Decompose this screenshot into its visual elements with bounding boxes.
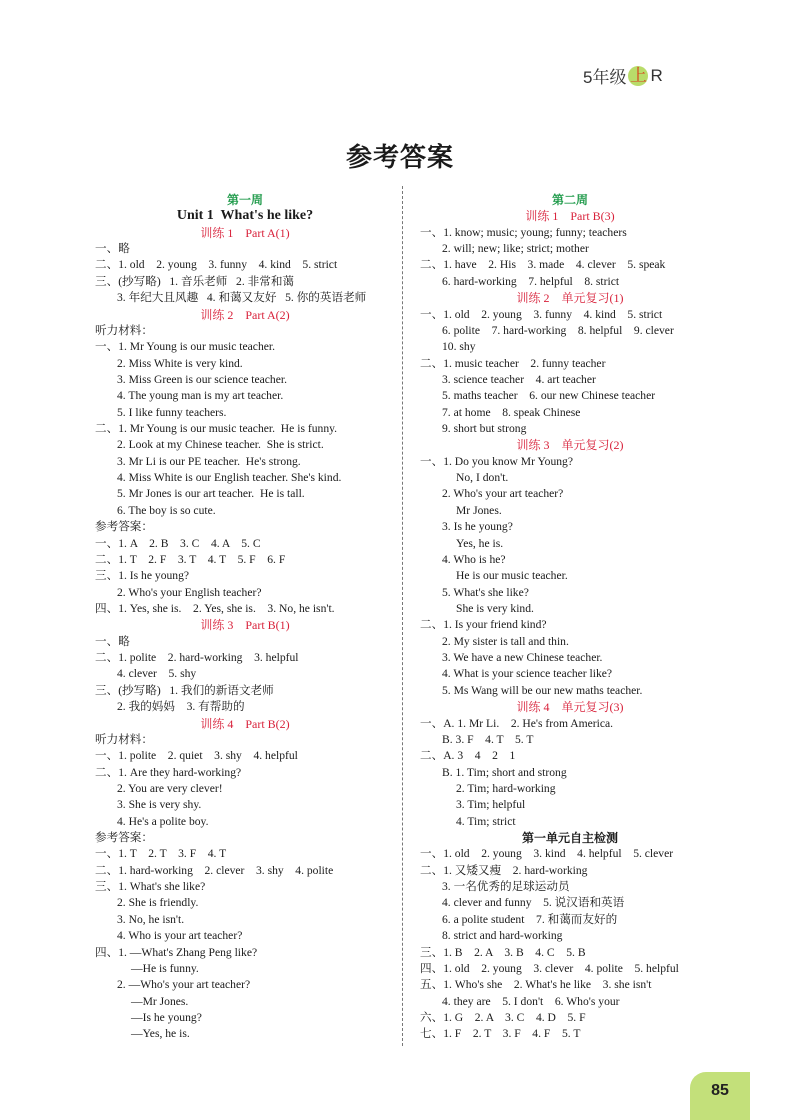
answer-line: 一、1. T 2. T 3. F 4. T [95,847,227,861]
answer-line: 2. She is friendly. [117,896,199,910]
answer-line: 6. polite 7. hard-working 8. helpful 9. clever [442,323,674,337]
answer-line: 3. No, he isn't. [117,912,185,926]
answer-line: 2. Who's your art teacher? [442,487,564,501]
answer-line: 5. What's she like? [442,585,529,599]
section-heading: 训练 3 单元复习(2) [516,438,624,453]
answer-line: 2. Tim; hard-working [456,781,556,795]
section-heading: 训练 4 Part B(2) [200,716,290,731]
answer-line: 4. Who is your art teacher? [117,929,243,943]
answer-line: 听力材料： [95,323,153,337]
answer-line: 3. science teacher 4. art teacher [442,372,596,386]
grade-prefix: 5年级 [583,68,627,87]
answer-line: 参考答案： [95,831,153,845]
answer-line: 2. You are very clever! [117,781,223,795]
column-divider [402,186,403,1046]
answer-line: No, I don't. [456,471,509,485]
answer-line: 3. Mr Li is our PE teacher. He's strong. [117,454,301,468]
answer-line: 七、1. F 2. T 3. F 4. F 5. T [420,1027,581,1041]
section-heading: 训练 2 单元复习(1) [516,291,624,306]
answer-line: 一、1. polite 2. quiet 3. shy 4. helpful [95,749,298,763]
answer-line: 五、1. Who's she 2. What's he like 3. she isn't [420,978,652,992]
answer-line: 2. Miss White is very kind. [117,356,243,370]
answer-line: 参考答案： [95,520,153,534]
answer-line: 6. hard-working 7. helpful 8. strict [442,274,620,288]
answer-line: 2. will; new; like; strict; mother [442,242,589,256]
answer-line: 4. Miss White is our English teacher. She's kind. [117,471,342,485]
answer-line: 一、1. know; music; young; funny; teachers [420,225,627,239]
answer-line: 三、1. What's she like? [95,880,206,894]
answer-line: 4. He's a polite boy. [117,814,209,828]
answer-line: 一、略 [95,634,130,648]
answer-line: 3. 一名优秀的足球运动员 [442,880,570,894]
answer-line: 4. Who is he? [442,552,506,566]
answer-line: 2. —Who's your art teacher? [117,978,251,992]
answer-line: 4. Tim; strict [456,814,516,828]
answer-line: 二、1. T 2. F 3. T 4. T 5. F 6. F [95,552,286,566]
answer-line: 3. She is very shy. [117,798,202,812]
answer-line: 一、1. A 2. B 3. C 4. A 5. C [95,536,261,550]
answer-line: 六、1. G 2. A 3. C 4. D 5. F [420,1010,586,1024]
week-heading: 第一周 [226,193,263,207]
answer-line: B. 3. F 4. T 5. T [442,732,534,746]
page-title: 参考答案 [345,143,454,172]
term-badge: 上 [629,65,647,85]
left-column [95,192,395,1043]
answer-line: 三、1. Is he young? [95,569,190,583]
answer-line: 4. they are 5. I don't 6. Who's your [442,994,620,1008]
answer-line: 10. shy [442,340,476,354]
answer-line: —Is he young? [131,1010,202,1024]
answer-line: 一、略 [95,242,130,256]
answer-line: Mr Jones. [456,503,502,517]
answer-line: 3. Tim; helpful [456,798,526,812]
answer-line: 5. I like funny teachers. [117,405,227,419]
answer-line: B. 1. Tim; short and strong [442,765,567,779]
answer-line: 一、1. Do you know Mr Young? [420,454,573,468]
answer-line: He is our music teacher. [456,569,568,583]
answer-line: 6. The boy is so cute. [117,503,216,517]
unit-title: Unit 1 What's he like? [176,208,314,224]
answer-line: 5. maths teacher 6. our new Chinese teacher [442,389,656,403]
answer-line: 二、1. Mr Young is our music teacher. He is funny. [95,422,338,436]
answer-line: 5. Ms Wang will be our new maths teacher. [442,683,643,697]
answer-line: 二、1. polite 2. hard-working 3. helpful [95,651,299,665]
answer-line: 三、(抄写略) 1. 我们的新语文老师 [95,683,274,697]
answer-line: 二、1. 又矮又瘦 2. hard-working [420,863,588,877]
answer-line: —Yes, he is. [131,1027,190,1041]
answer-line: 2. Look at my Chinese teacher. She is strict. [117,438,324,452]
answer-line: 二、1. Are they hard-working? [95,765,242,779]
answer-line: 一、A. 1. Mr Li. 2. He's from America. [420,716,614,730]
answer-line: 7. at home 8. speak Chinese [442,405,581,419]
answer-line: 4. clever and funny 5. 说汉语和英语 [442,896,625,910]
answer-line: 3. 年纪大且风趣 4. 和蔼又友好 5. 你的英语老师 [117,291,367,305]
answer-line: 4. What is your science teacher like? [442,667,613,681]
answer-line: —He is funny. [131,961,199,975]
answer-line: Yes, he is. [456,536,504,550]
answer-line: 四、1. —What's Zhang Peng like? [95,945,258,959]
answer-line: 三、(抄写略) 1. 音乐老师 2. 非常和蔼 [95,274,295,288]
week-heading: 第二周 [551,193,588,207]
answer-line: 二、1. Is your friend kind? [420,618,547,632]
section-heading: 训练 4 单元复习(3) [516,700,624,715]
answer-line: She is very kind. [456,601,534,615]
answer-line: 二、1. hard-working 2. clever 3. shy 4. polite [95,863,334,877]
answer-line: 3. We have a new Chinese teacher. [442,651,603,665]
answer-line: 二、A. 3 4 2 1 [420,749,516,763]
answer-line: —Mr Jones. [131,994,189,1008]
answer-line: 2. 我的妈妈 3. 有帮助的 [117,700,245,714]
answer-line: 3. Is he young? [442,520,513,534]
answer-line: 9. short but strong [442,422,527,436]
answer-line: 一、1. old 2. young 3. kind 4. helpful 5. clever [420,847,674,861]
section-heading: 训练 3 Part B(1) [200,618,290,633]
answer-line: 3. Miss Green is our science teacher. [117,372,287,386]
section-heading: 训练 1 Part B(3) [525,209,615,224]
answer-line: 6. a polite student 7. 和蔼而友好的 [442,912,618,926]
edition-letter: R [650,65,663,85]
answer-line: 2. My sister is tall and thin. [442,634,569,648]
answer-line: 4. clever 5. shy [117,667,197,681]
answer-line: 四、1. old 2. young 3. clever 4. polite 5. helpful [420,961,679,975]
section-heading: 训练 1 Part A(1) [200,225,290,240]
test-heading: 第一单元自主检测 [521,831,618,846]
grade-label [583,63,663,88]
right-column [420,192,720,1043]
answer-line: 二、1. old 2. young 3. funny 4. kind 5. strict [95,258,338,272]
answer-line: 5. Mr Jones is our art teacher. He is tall. [117,487,305,501]
answer-line: 8. strict and hard-working [442,929,563,943]
answer-line: 听力材料： [95,732,153,746]
answer-line: 一、1. Mr Young is our music teacher. [95,340,276,354]
answer-line: 二、1. music teacher 2. funny teacher [420,356,606,370]
section-heading: 训练 2 Part A(2) [200,307,290,322]
answer-line: 一、1. old 2. young 3. funny 4. kind 5. strict [420,307,663,321]
answer-line: 三、1. B 2. A 3. B 4. C 5. B [420,945,586,959]
answer-line: 二、1. have 2. His 3. made 4. clever 5. speak [420,258,666,272]
answer-line: 4. The young man is my art teacher. [117,389,284,403]
answer-line: 四、1. Yes, she is. 2. Yes, she is. 3. No, he isn't. [95,601,335,615]
answer-line: 2. Who's your English teacher? [117,585,262,599]
page-number: 85 [690,1072,750,1120]
